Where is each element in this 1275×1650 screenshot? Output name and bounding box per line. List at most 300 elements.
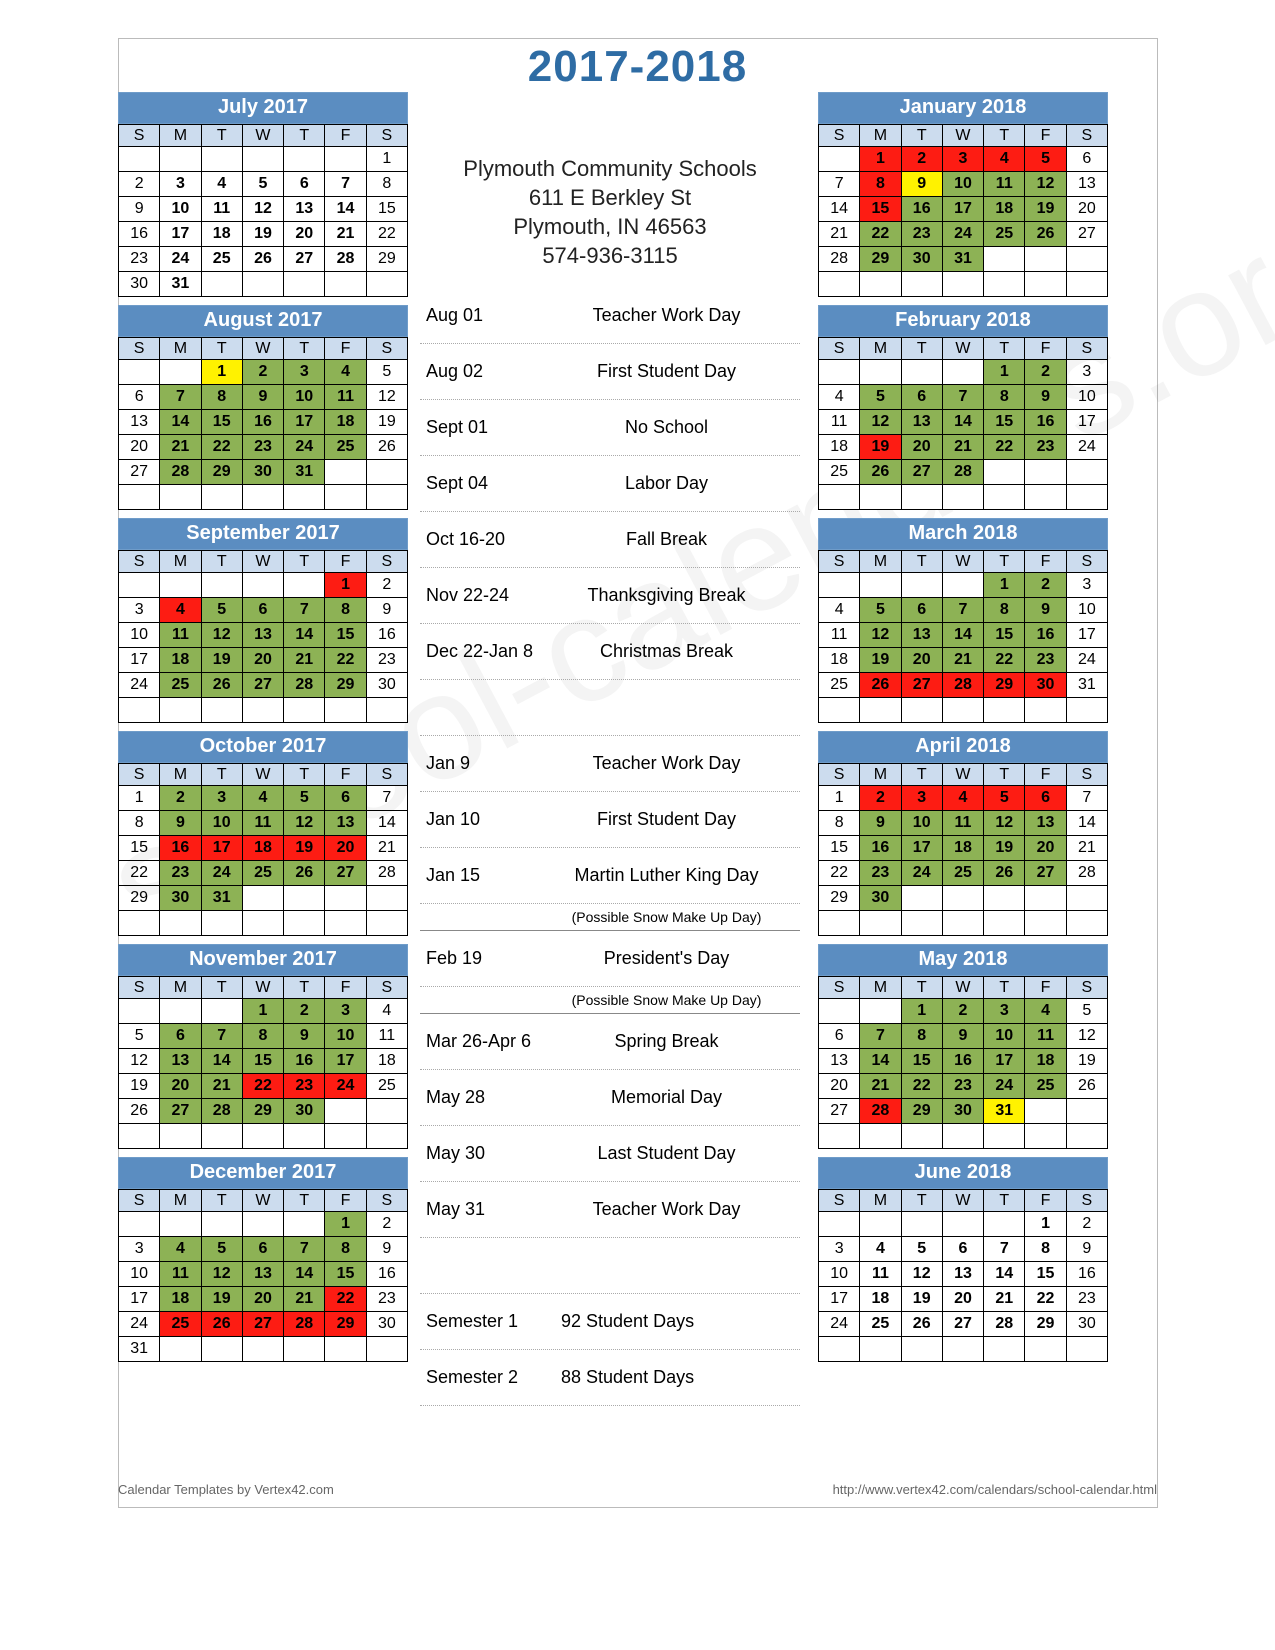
weekday-header-row xyxy=(119,977,408,999)
day-cell: 2 xyxy=(1066,1212,1107,1237)
day-cell: 2 xyxy=(860,786,901,811)
weekday-header: S xyxy=(119,551,160,573)
week-row xyxy=(819,836,1108,861)
event-row xyxy=(420,1014,800,1070)
day-cell: 22 xyxy=(984,648,1025,673)
day-cell xyxy=(366,1337,407,1362)
weekday-header: M xyxy=(860,764,901,786)
week-row xyxy=(819,1074,1108,1099)
day-cell: 27 xyxy=(160,1099,201,1124)
day-cell: 9 xyxy=(1025,598,1066,623)
weekday-header: F xyxy=(1025,551,1066,573)
day-cell: 6 xyxy=(819,1024,860,1049)
day-cell: 4 xyxy=(819,598,860,623)
day-cell: 28 xyxy=(160,460,201,485)
day-cell: 7 xyxy=(160,385,201,410)
day-cell: 14 xyxy=(984,1262,1025,1287)
day-cell: 20 xyxy=(942,1287,983,1312)
event-date: Jan 15 xyxy=(426,865,481,885)
month-grid xyxy=(118,124,408,297)
weekday-header: T xyxy=(284,764,325,786)
day-cell: 27 xyxy=(119,460,160,485)
day-cell: 3 xyxy=(325,999,366,1024)
day-cell: 11 xyxy=(984,172,1025,197)
day-cell: 29 xyxy=(984,673,1025,698)
day-cell xyxy=(984,1124,1025,1149)
day-cell: 28 xyxy=(819,247,860,272)
day-cell: 23 xyxy=(242,435,283,460)
day-cell: 19 xyxy=(242,222,283,247)
weekday-header: S xyxy=(366,1190,407,1212)
month-block xyxy=(818,518,1108,723)
day-cell: 24 xyxy=(819,1312,860,1337)
day-cell: 11 xyxy=(242,811,283,836)
day-cell xyxy=(119,1212,160,1237)
week-row xyxy=(819,573,1108,598)
day-cell xyxy=(201,147,242,172)
day-cell: 12 xyxy=(860,623,901,648)
day-cell xyxy=(819,1124,860,1149)
day-cell: 31 xyxy=(984,1099,1025,1124)
day-cell: 8 xyxy=(201,385,242,410)
weekday-header: S xyxy=(119,338,160,360)
month-title: October 2017 xyxy=(118,731,408,763)
weekday-header: S xyxy=(1066,125,1107,147)
day-cell xyxy=(366,911,407,936)
day-cell: 20 xyxy=(160,1074,201,1099)
day-cell: 22 xyxy=(366,222,407,247)
month-title: September 2017 xyxy=(118,518,408,550)
week-row xyxy=(119,1262,408,1287)
event-date: May 31 xyxy=(426,1199,486,1219)
month-title: January 2018 xyxy=(818,92,1108,124)
day-cell xyxy=(1025,698,1066,723)
day-cell: 10 xyxy=(1066,385,1107,410)
day-cell: 6 xyxy=(242,1237,283,1262)
week-row xyxy=(119,197,408,222)
day-cell xyxy=(984,1337,1025,1362)
day-cell xyxy=(242,1212,283,1237)
day-cell xyxy=(901,911,942,936)
day-cell: 10 xyxy=(984,1024,1025,1049)
day-cell: 7 xyxy=(942,385,983,410)
day-cell: 4 xyxy=(942,786,983,811)
day-cell: 19 xyxy=(284,836,325,861)
day-cell: 16 xyxy=(1025,623,1066,648)
day-cell xyxy=(942,698,983,723)
day-cell xyxy=(160,360,201,385)
day-cell: 28 xyxy=(1066,861,1107,886)
day-cell: 15 xyxy=(901,1049,942,1074)
day-cell xyxy=(901,360,942,385)
day-cell: 14 xyxy=(201,1049,242,1074)
weekday-header: S xyxy=(119,764,160,786)
day-cell xyxy=(901,1212,942,1237)
day-cell: 13 xyxy=(242,1262,283,1287)
weekday-header-row xyxy=(119,125,408,147)
day-cell: 17 xyxy=(201,836,242,861)
week-row xyxy=(119,1049,408,1074)
day-cell: 27 xyxy=(819,1099,860,1124)
weekday-header: T xyxy=(284,1190,325,1212)
day-cell: 11 xyxy=(201,197,242,222)
day-cell xyxy=(984,886,1025,911)
day-cell xyxy=(1025,460,1066,485)
month-grid xyxy=(118,337,408,510)
day-cell: 31 xyxy=(119,1337,160,1362)
day-cell: 11 xyxy=(942,811,983,836)
day-cell xyxy=(1066,247,1107,272)
day-cell: 6 xyxy=(242,598,283,623)
week-row xyxy=(819,673,1108,698)
day-cell: 28 xyxy=(366,861,407,886)
page-title: 2017-2018 xyxy=(527,42,748,91)
weekday-header: T xyxy=(984,338,1025,360)
day-cell: 8 xyxy=(325,1237,366,1262)
day-cell xyxy=(284,698,325,723)
week-row xyxy=(819,786,1108,811)
day-cell: 15 xyxy=(201,410,242,435)
event-description: Teacher Work Day xyxy=(592,1199,741,1219)
day-cell xyxy=(1066,1337,1107,1362)
week-row xyxy=(119,1337,408,1362)
day-cell: 10 xyxy=(119,623,160,648)
day-cell: 12 xyxy=(201,623,242,648)
month-block xyxy=(818,305,1108,510)
day-cell: 6 xyxy=(119,385,160,410)
day-cell: 23 xyxy=(1025,648,1066,673)
day-cell: 5 xyxy=(984,786,1025,811)
day-cell: 20 xyxy=(284,222,325,247)
day-cell: 2 xyxy=(942,999,983,1024)
day-cell: 14 xyxy=(942,410,983,435)
day-cell: 10 xyxy=(284,385,325,410)
weekday-header: W xyxy=(942,551,983,573)
weekday-header: T xyxy=(901,338,942,360)
day-cell: 3 xyxy=(901,786,942,811)
day-cell xyxy=(1066,911,1107,936)
day-cell: 20 xyxy=(242,648,283,673)
event-row xyxy=(420,1238,800,1294)
day-cell: 2 xyxy=(1025,360,1066,385)
day-cell xyxy=(284,485,325,510)
weekday-header: F xyxy=(325,1190,366,1212)
day-cell: 18 xyxy=(819,648,860,673)
event-row xyxy=(420,736,800,792)
week-row xyxy=(119,222,408,247)
footer-url[interactable]: http://www.vertex42.com/calendars/school-calendar.html xyxy=(832,1482,1157,1497)
day-cell: 23 xyxy=(366,648,407,673)
weekday-header: M xyxy=(160,764,201,786)
day-cell xyxy=(325,911,366,936)
weekday-header: W xyxy=(242,1190,283,1212)
day-cell: 23 xyxy=(160,861,201,886)
event-date: Aug 02 xyxy=(426,361,484,381)
week-row xyxy=(819,247,1108,272)
day-cell: 24 xyxy=(1066,435,1107,460)
day-cell: 24 xyxy=(119,1312,160,1337)
day-cell xyxy=(942,1124,983,1149)
weekday-header: S xyxy=(1066,764,1107,786)
weekday-header: T xyxy=(901,125,942,147)
day-cell xyxy=(201,272,242,297)
weekday-header-row xyxy=(119,764,408,786)
week-row xyxy=(119,999,408,1024)
week-row xyxy=(819,1312,1108,1337)
day-cell: 24 xyxy=(1066,648,1107,673)
week-row xyxy=(819,197,1108,222)
day-cell: 15 xyxy=(325,623,366,648)
month-grid xyxy=(118,1189,408,1362)
day-cell: 16 xyxy=(366,623,407,648)
day-cell: 28 xyxy=(325,247,366,272)
day-cell xyxy=(366,460,407,485)
day-cell: 26 xyxy=(242,247,283,272)
event-row xyxy=(420,1126,800,1182)
day-cell xyxy=(860,573,901,598)
day-cell: 14 xyxy=(284,1262,325,1287)
weekday-header-row xyxy=(819,338,1108,360)
day-cell: 6 xyxy=(942,1237,983,1262)
day-cell: 12 xyxy=(1025,172,1066,197)
day-cell: 20 xyxy=(242,1287,283,1312)
day-cell: 2 xyxy=(160,786,201,811)
week-row xyxy=(819,1287,1108,1312)
day-cell xyxy=(242,485,283,510)
weekday-header: T xyxy=(901,764,942,786)
day-cell: 26 xyxy=(201,673,242,698)
day-cell: 28 xyxy=(860,1099,901,1124)
day-cell: 3 xyxy=(119,598,160,623)
day-cell xyxy=(242,573,283,598)
weekday-header: S xyxy=(819,977,860,999)
day-cell: 17 xyxy=(119,648,160,673)
day-cell: 28 xyxy=(284,673,325,698)
day-cell: 29 xyxy=(119,886,160,911)
day-cell: 7 xyxy=(984,1237,1025,1262)
day-cell xyxy=(201,485,242,510)
day-cell: 22 xyxy=(860,222,901,247)
week-row xyxy=(819,385,1108,410)
weekday-header: T xyxy=(201,977,242,999)
day-cell xyxy=(284,147,325,172)
day-cell: 17 xyxy=(1066,410,1107,435)
weekday-header: T xyxy=(284,338,325,360)
week-row xyxy=(819,1049,1108,1074)
day-cell xyxy=(860,1124,901,1149)
day-cell: 21 xyxy=(984,1287,1025,1312)
day-cell: 12 xyxy=(860,410,901,435)
day-cell: 21 xyxy=(201,1074,242,1099)
day-cell: 4 xyxy=(1025,999,1066,1024)
day-cell: 1 xyxy=(242,999,283,1024)
day-cell xyxy=(119,485,160,510)
day-cell: 11 xyxy=(1025,1024,1066,1049)
day-cell: 29 xyxy=(242,1099,283,1124)
event-date: Oct 16-20 xyxy=(426,529,506,549)
day-cell: 18 xyxy=(201,222,242,247)
day-cell: 24 xyxy=(201,861,242,886)
weekday-header: W xyxy=(942,977,983,999)
day-cell xyxy=(119,573,160,598)
weekday-header: S xyxy=(819,125,860,147)
day-cell xyxy=(860,360,901,385)
week-row xyxy=(819,623,1108,648)
day-cell xyxy=(366,485,407,510)
day-cell: 30 xyxy=(160,886,201,911)
semester-row xyxy=(420,1350,800,1406)
day-cell xyxy=(1066,1124,1107,1149)
day-cell: 17 xyxy=(901,836,942,861)
event-date: Sept 01 xyxy=(426,417,489,437)
day-cell: 12 xyxy=(201,1262,242,1287)
weekday-header-row xyxy=(819,551,1108,573)
day-cell: 17 xyxy=(942,197,983,222)
day-cell xyxy=(1025,911,1066,936)
day-cell: 2 xyxy=(284,999,325,1024)
day-cell xyxy=(1025,1337,1066,1362)
week-row xyxy=(819,1024,1108,1049)
day-cell: 8 xyxy=(119,811,160,836)
day-cell xyxy=(860,698,901,723)
day-cell xyxy=(160,999,201,1024)
weekday-header: M xyxy=(860,977,901,999)
weekday-header-row xyxy=(819,764,1108,786)
day-cell: 13 xyxy=(819,1049,860,1074)
day-cell: 8 xyxy=(984,385,1025,410)
day-cell: 19 xyxy=(984,836,1025,861)
day-cell: 27 xyxy=(901,460,942,485)
week-row xyxy=(119,698,408,723)
day-cell: 28 xyxy=(984,1312,1025,1337)
week-row xyxy=(819,272,1108,297)
day-cell: 17 xyxy=(284,410,325,435)
day-cell xyxy=(819,360,860,385)
day-cell: 5 xyxy=(284,786,325,811)
day-cell: 12 xyxy=(284,811,325,836)
day-cell xyxy=(201,1212,242,1237)
day-cell xyxy=(901,886,942,911)
day-cell: 3 xyxy=(201,786,242,811)
month-block xyxy=(118,92,408,297)
month-grid xyxy=(118,763,408,936)
day-cell: 14 xyxy=(942,623,983,648)
day-cell xyxy=(119,360,160,385)
day-cell xyxy=(242,272,283,297)
org-phone: 574-936-3115 xyxy=(542,243,678,268)
weekday-header: S xyxy=(1066,977,1107,999)
day-cell: 13 xyxy=(901,623,942,648)
event-row xyxy=(420,568,800,624)
day-cell: 22 xyxy=(984,435,1025,460)
day-cell: 27 xyxy=(1066,222,1107,247)
day-cell xyxy=(160,573,201,598)
day-cell: 2 xyxy=(366,573,407,598)
month-title: April 2018 xyxy=(818,731,1108,763)
day-cell xyxy=(325,1337,366,1362)
month-title: November 2017 xyxy=(118,944,408,976)
org-street: 611 E Berkley St xyxy=(528,185,692,210)
day-cell: 25 xyxy=(325,435,366,460)
week-row xyxy=(119,172,408,197)
day-cell: 29 xyxy=(201,460,242,485)
day-cell: 26 xyxy=(901,1312,942,1337)
event-row xyxy=(420,680,800,736)
month-block xyxy=(818,731,1108,936)
day-cell xyxy=(942,360,983,385)
day-cell: 29 xyxy=(366,247,407,272)
day-cell: 5 xyxy=(119,1024,160,1049)
month-block xyxy=(118,1157,408,1362)
day-cell: 17 xyxy=(819,1287,860,1312)
day-cell xyxy=(984,460,1025,485)
day-cell: 7 xyxy=(1066,786,1107,811)
day-cell: 10 xyxy=(1066,598,1107,623)
day-cell xyxy=(1025,247,1066,272)
day-cell: 20 xyxy=(325,836,366,861)
weekday-header: M xyxy=(160,977,201,999)
day-cell xyxy=(1066,485,1107,510)
weekday-header: T xyxy=(201,338,242,360)
week-row xyxy=(819,1262,1108,1287)
day-cell: 25 xyxy=(160,1312,201,1337)
day-cell: 19 xyxy=(201,1287,242,1312)
weekday-header: M xyxy=(860,338,901,360)
event-date: Jan 10 xyxy=(426,809,481,829)
weekday-header: F xyxy=(1025,338,1066,360)
week-row xyxy=(819,1124,1108,1149)
day-cell: 1 xyxy=(366,147,407,172)
day-cell: 13 xyxy=(160,1049,201,1074)
day-cell: 16 xyxy=(284,1049,325,1074)
week-row xyxy=(119,410,408,435)
day-cell: 30 xyxy=(860,886,901,911)
day-cell xyxy=(242,1337,283,1362)
day-cell: 11 xyxy=(366,1024,407,1049)
day-cell: 4 xyxy=(325,360,366,385)
weekday-header: F xyxy=(1025,977,1066,999)
day-cell xyxy=(819,1212,860,1237)
day-cell: 14 xyxy=(325,197,366,222)
day-cell: 6 xyxy=(325,786,366,811)
weekday-header: M xyxy=(860,1190,901,1212)
day-cell: 23 xyxy=(1066,1287,1107,1312)
weekday-header: T xyxy=(201,551,242,573)
week-row xyxy=(119,1237,408,1262)
day-cell: 13 xyxy=(1066,172,1107,197)
day-cell: 18 xyxy=(160,1287,201,1312)
day-cell: 1 xyxy=(819,786,860,811)
day-cell xyxy=(325,147,366,172)
day-cell: 11 xyxy=(160,1262,201,1287)
organization-address xyxy=(420,96,800,270)
day-cell: 9 xyxy=(160,811,201,836)
day-cell xyxy=(984,911,1025,936)
week-row xyxy=(819,698,1108,723)
day-cell: 19 xyxy=(119,1074,160,1099)
week-row xyxy=(119,861,408,886)
day-cell: 14 xyxy=(284,623,325,648)
day-cell: 27 xyxy=(1025,861,1066,886)
day-cell xyxy=(201,698,242,723)
day-cell: 1 xyxy=(119,786,160,811)
day-cell: 13 xyxy=(942,1262,983,1287)
event-description: Memorial Day xyxy=(610,1087,723,1107)
day-cell: 8 xyxy=(1025,1237,1066,1262)
day-cell: 7 xyxy=(284,1237,325,1262)
day-cell: 25 xyxy=(1025,1074,1066,1099)
day-cell xyxy=(1066,886,1107,911)
